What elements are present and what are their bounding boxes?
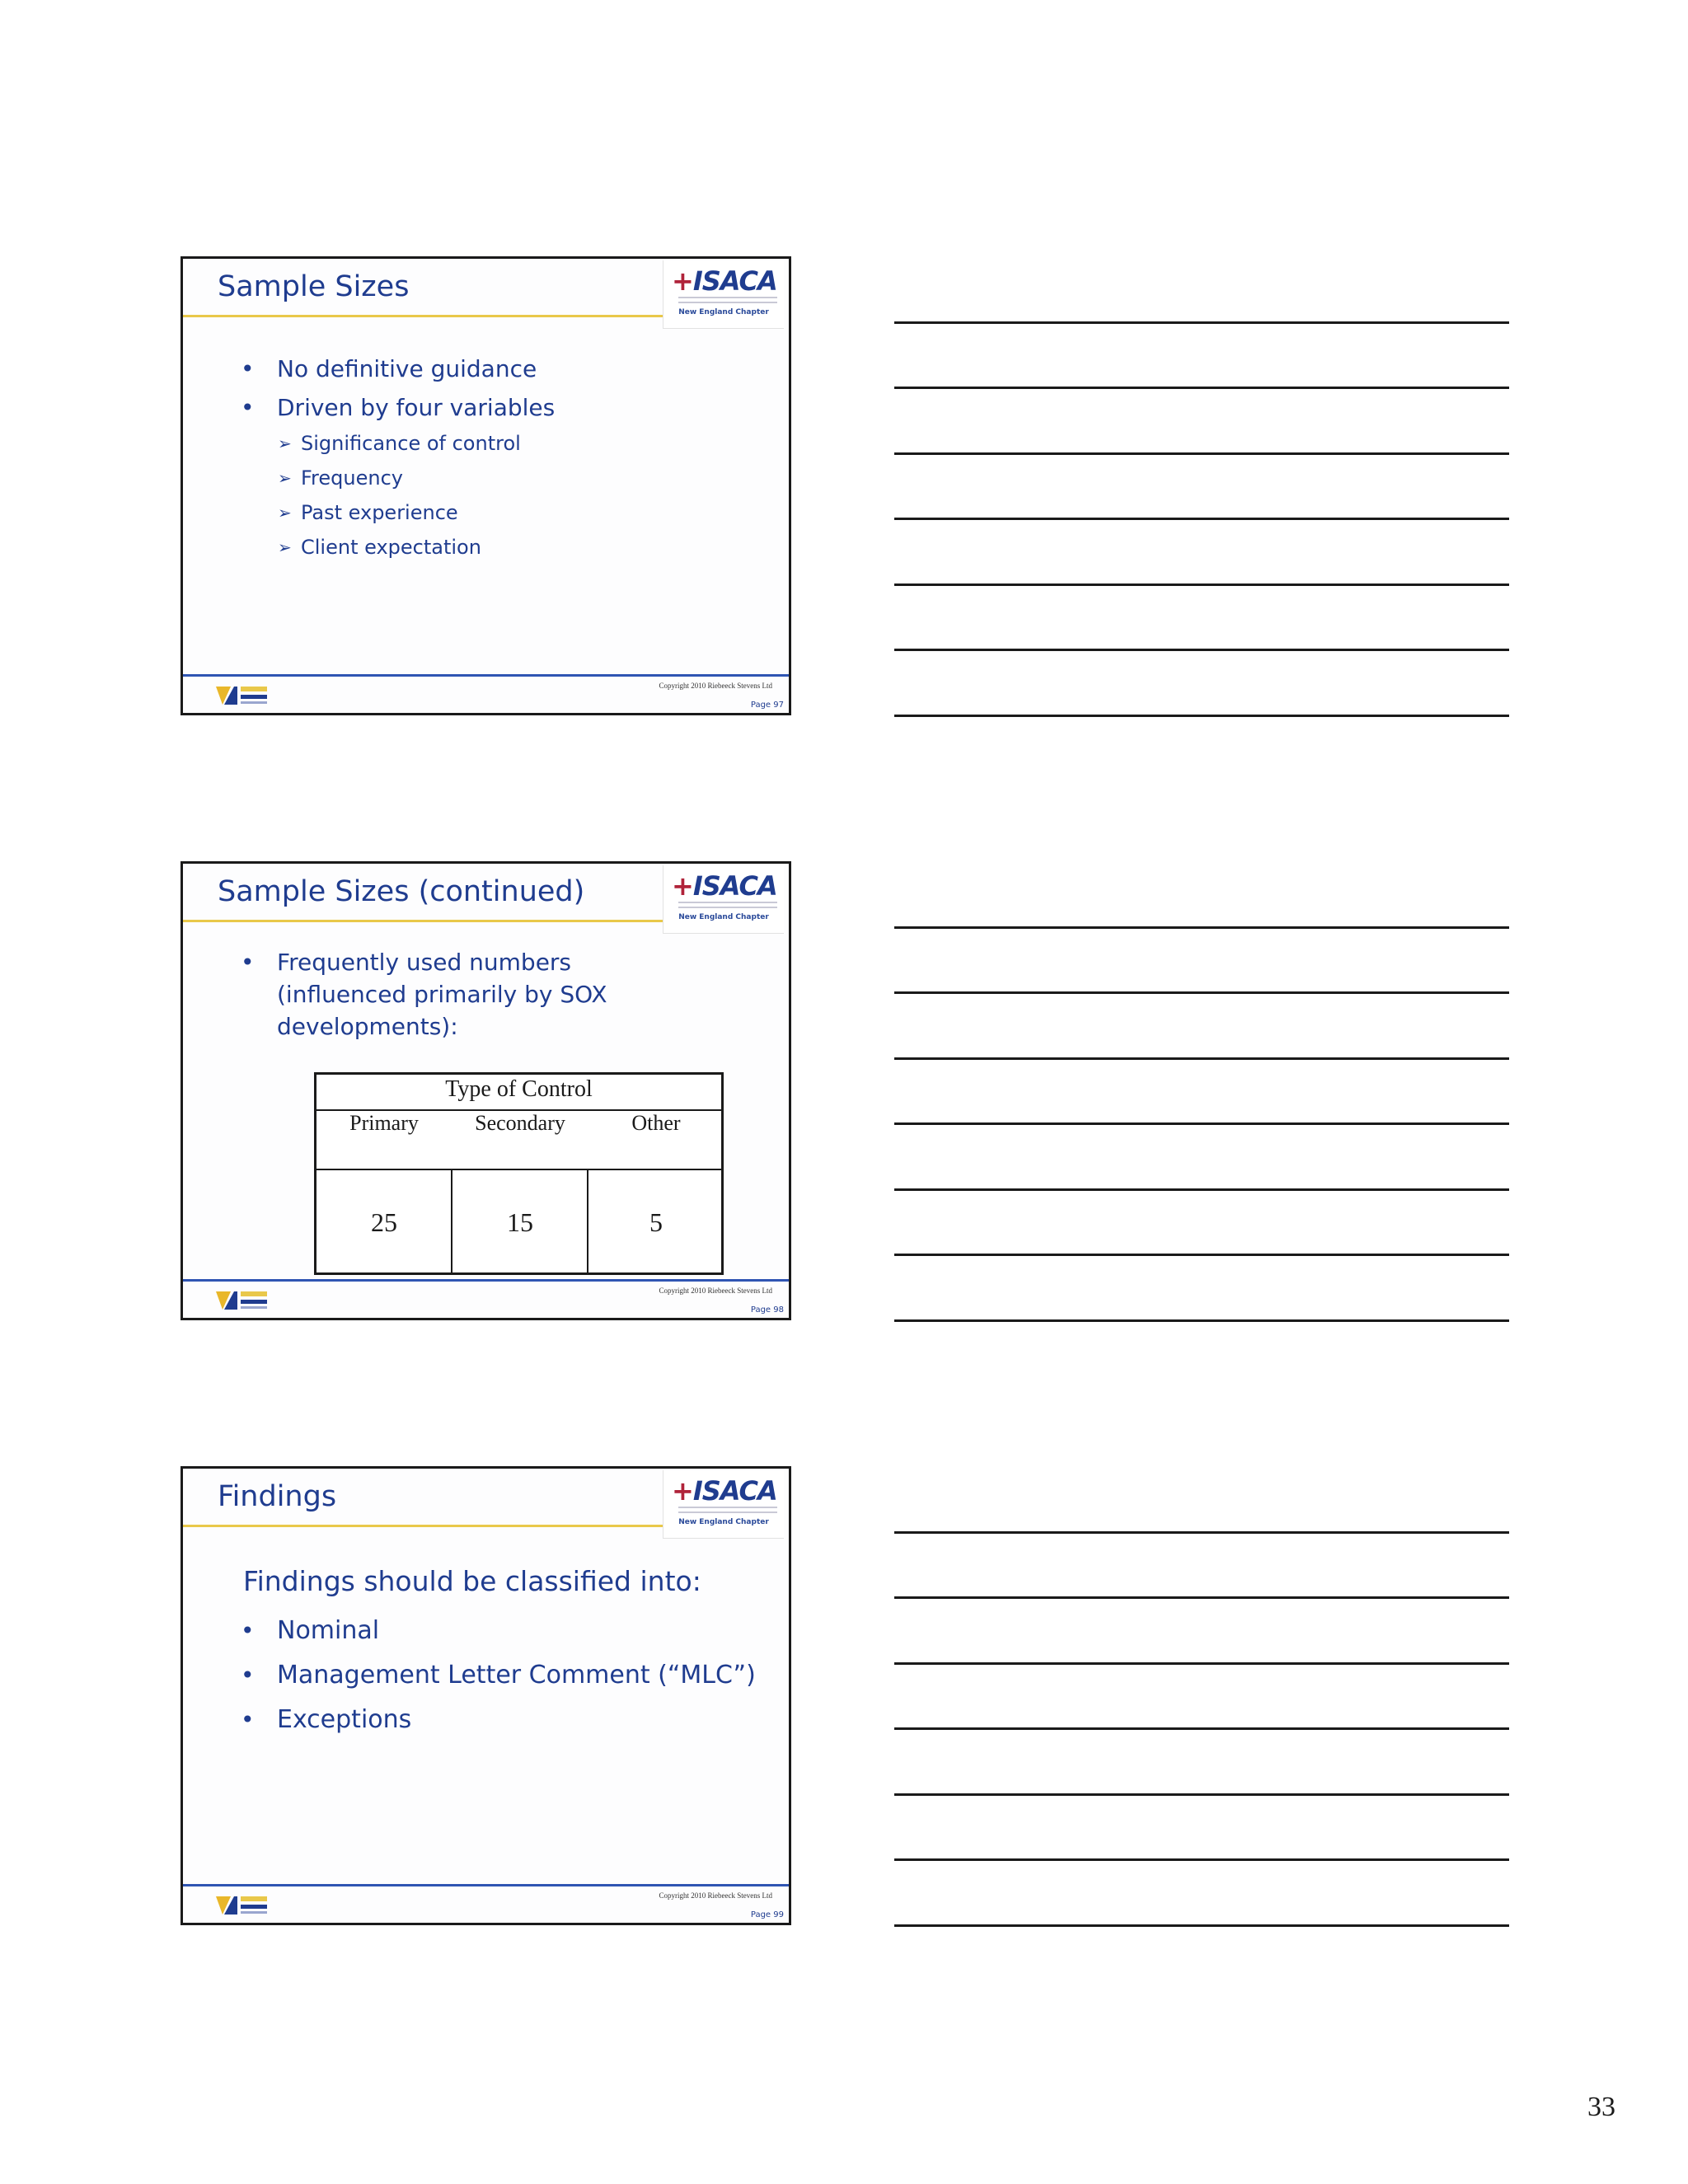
table-cell-other: 5 bbox=[649, 1207, 663, 1237]
note-line bbox=[894, 583, 1509, 586]
note-line bbox=[894, 1858, 1509, 1861]
column-header-primary: Primary bbox=[349, 1111, 419, 1135]
slide-97 bbox=[181, 256, 791, 715]
sub-bullet-item: ➢ Frequency bbox=[278, 461, 521, 495]
logo-tagline bbox=[678, 1511, 777, 1513]
bullet-item: • Management Letter Comment (“MLC”) bbox=[241, 1653, 756, 1698]
footer-rule bbox=[183, 1279, 789, 1282]
sub-bullet-item: ➢ Client expectation bbox=[278, 530, 521, 565]
isaca-logo-mark: +ISACA bbox=[672, 265, 777, 297]
sub-bullet-item: ➢ Past experience bbox=[278, 495, 521, 530]
slide-title: Sample Sizes bbox=[218, 270, 410, 303]
logo-chapter: New England Chapter bbox=[678, 1518, 769, 1526]
footer-rule bbox=[183, 674, 789, 677]
table-cell-primary: 25 bbox=[371, 1207, 397, 1237]
note-line bbox=[894, 1924, 1509, 1927]
slide-98 bbox=[181, 861, 791, 1320]
column-header-other: Other bbox=[631, 1111, 681, 1135]
slide-99 bbox=[181, 1466, 791, 1925]
title-rule bbox=[183, 920, 663, 922]
logo-tagline bbox=[678, 907, 777, 908]
isaca-logo-mark: +ISACA bbox=[672, 1475, 777, 1507]
slide-title: Findings bbox=[218, 1480, 337, 1513]
control-type-table bbox=[314, 1072, 724, 1275]
bullet-item: • Driven by four variables bbox=[241, 388, 555, 427]
note-line bbox=[894, 1662, 1509, 1665]
table-cell-secondary: 15 bbox=[507, 1207, 533, 1237]
copyright-text: Copyright 2010 Riebeeck Stevens Ltd bbox=[659, 1891, 772, 1900]
isaca-logo bbox=[663, 865, 784, 934]
bullet-item: • Exceptions bbox=[241, 1698, 756, 1742]
bullet-list bbox=[241, 1609, 756, 1742]
isaca-logo-mark: +ISACA bbox=[672, 870, 777, 902]
title-rule bbox=[183, 1525, 663, 1527]
logo-chapter: New England Chapter bbox=[678, 308, 769, 316]
note-line bbox=[894, 1057, 1509, 1060]
findings-intro: Findings should be classified into: bbox=[243, 1565, 701, 1597]
slide-page-number: Page 98 bbox=[750, 1305, 784, 1315]
note-line bbox=[894, 387, 1509, 389]
table-header bbox=[316, 1075, 721, 1170]
note-line bbox=[894, 1319, 1509, 1322]
logo-chapter: New England Chapter bbox=[678, 913, 769, 921]
title-rule bbox=[183, 315, 663, 317]
sub-bullet-item: ➢ Significance of control bbox=[278, 426, 521, 461]
note-line bbox=[894, 321, 1509, 324]
logo-tagline bbox=[678, 302, 777, 303]
note-line bbox=[894, 1188, 1509, 1191]
bullet-item: • Frequently used numbers (influenced primarily by SOX developments): bbox=[241, 946, 702, 1043]
bullet-list bbox=[241, 349, 555, 427]
logo-tagline bbox=[678, 1507, 777, 1508]
bullet-item: • Nominal bbox=[241, 1609, 756, 1653]
company-logo-icon bbox=[216, 1893, 269, 1918]
note-line bbox=[894, 1531, 1509, 1534]
note-line bbox=[894, 991, 1509, 994]
note-line bbox=[894, 518, 1509, 520]
bullet-item: • No definitive guidance bbox=[241, 349, 555, 388]
logo-tagline bbox=[678, 902, 777, 903]
note-line bbox=[894, 1596, 1509, 1599]
note-line bbox=[894, 452, 1509, 455]
isaca-logo bbox=[663, 260, 784, 329]
note-line bbox=[894, 1793, 1509, 1796]
bullet-list bbox=[241, 946, 702, 1043]
note-line bbox=[894, 1254, 1509, 1256]
table-caption: Type of Control bbox=[445, 1076, 593, 1102]
sub-bullet-list bbox=[278, 426, 521, 565]
column-header-secondary: Secondary bbox=[475, 1111, 565, 1135]
copyright-text: Copyright 2010 Riebeeck Stevens Ltd bbox=[659, 1286, 772, 1295]
note-line bbox=[894, 1122, 1509, 1125]
copyright-text: Copyright 2010 Riebeeck Stevens Ltd bbox=[659, 682, 772, 690]
note-line bbox=[894, 649, 1509, 651]
company-logo-icon bbox=[216, 683, 269, 708]
slide-page-number: Page 97 bbox=[750, 701, 784, 710]
footer-rule bbox=[183, 1884, 789, 1886]
slide-page-number: Page 99 bbox=[750, 1910, 784, 1919]
note-line bbox=[894, 926, 1509, 929]
slide-title: Sample Sizes (continued) bbox=[218, 875, 585, 908]
note-line bbox=[894, 1727, 1509, 1730]
company-logo-icon bbox=[216, 1288, 269, 1313]
handout-page-number: 33 bbox=[1587, 2092, 1615, 2122]
isaca-logo bbox=[663, 1470, 784, 1539]
logo-tagline bbox=[678, 297, 777, 298]
note-line bbox=[894, 715, 1509, 717]
